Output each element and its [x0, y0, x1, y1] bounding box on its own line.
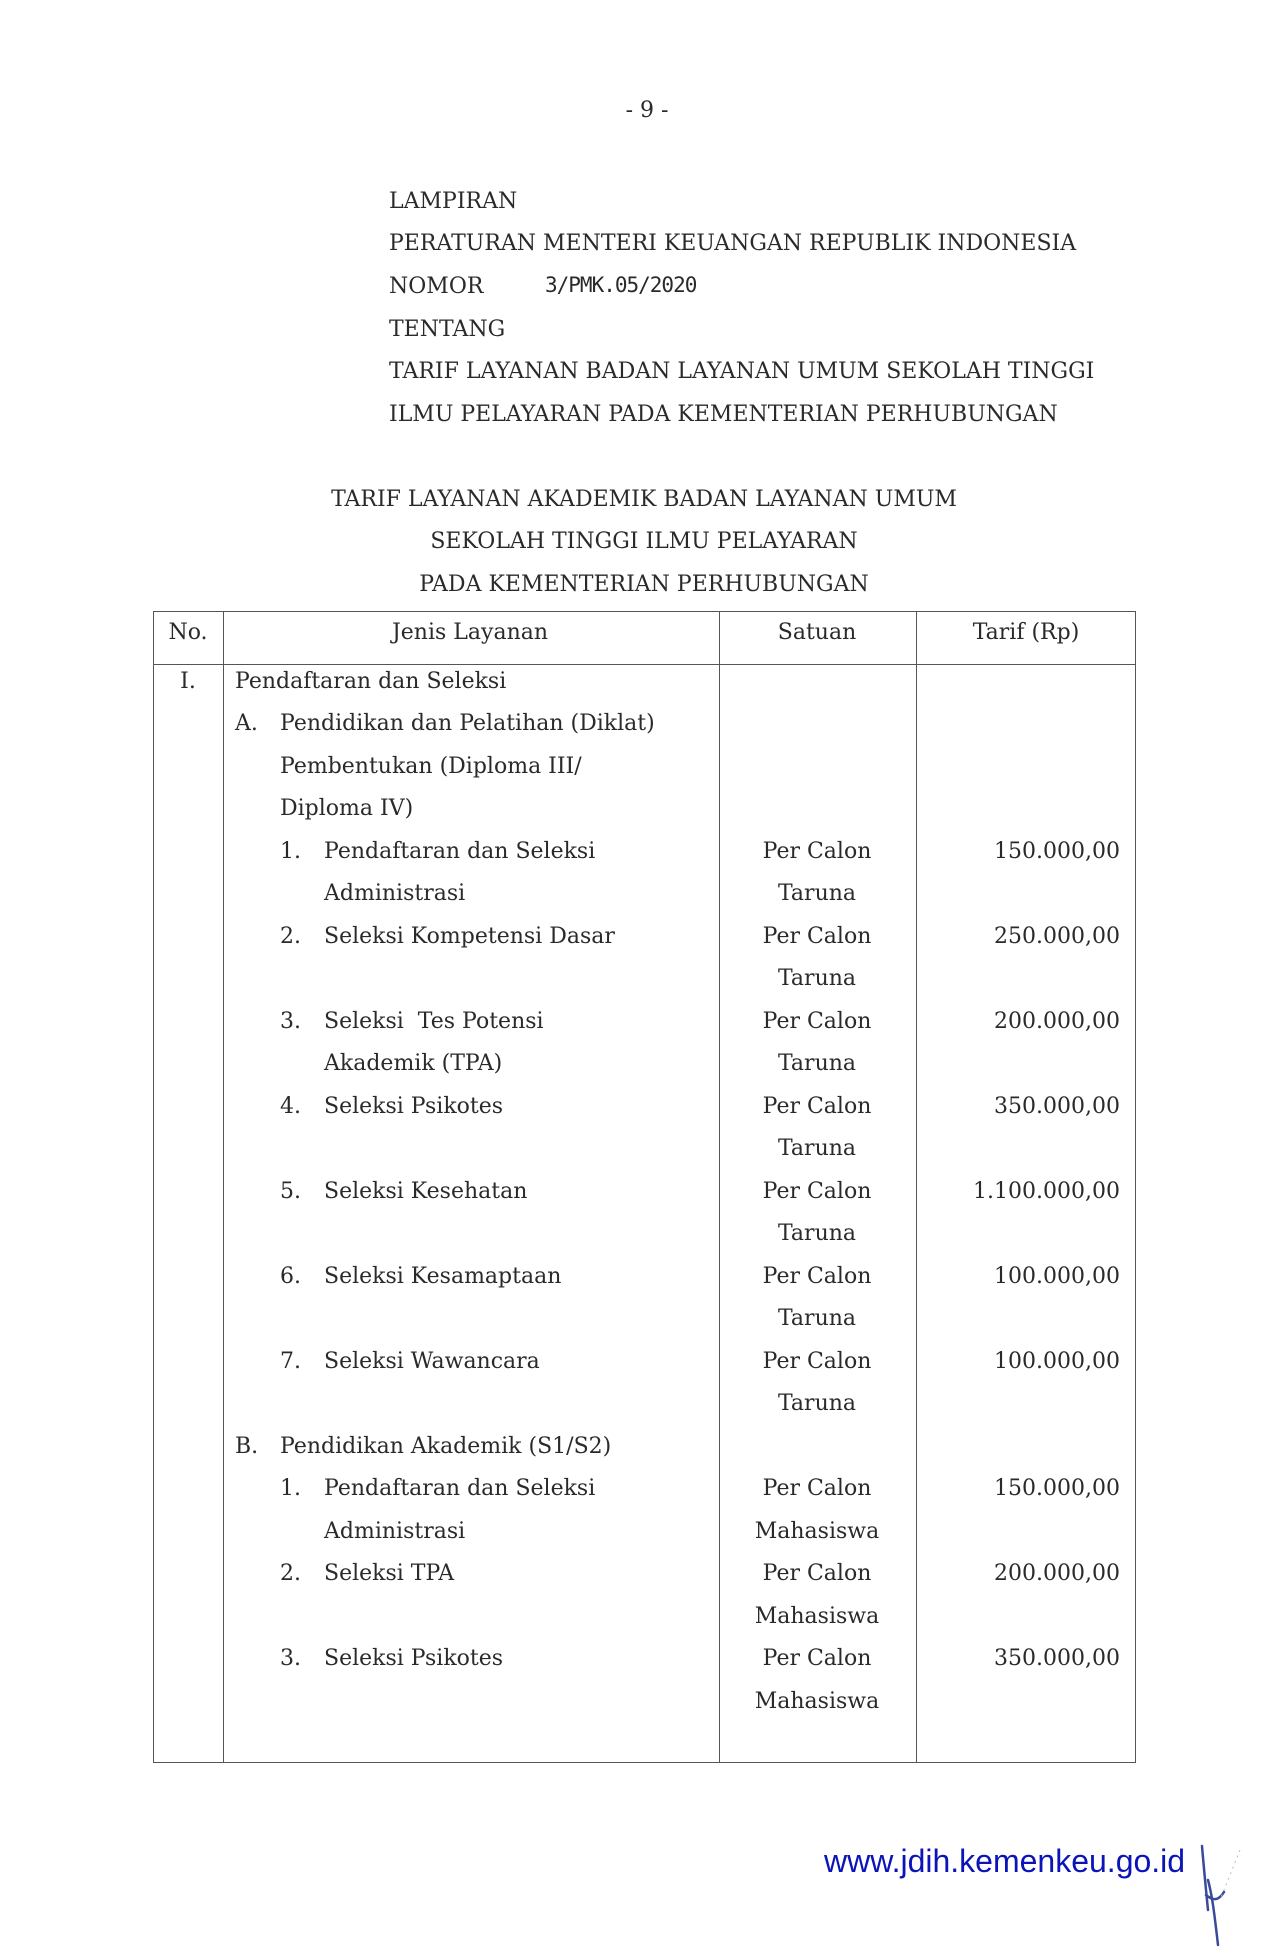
item-label: Seleksi Psikotes	[324, 1646, 504, 1671]
footer-website-link[interactable]: www.jdih.kemenkeu.go.id	[824, 1843, 1186, 1879]
subject-line-1: TARIF LAYANAN BADAN LAYANAN UMUM SEKOLAH TINGGI	[389, 359, 1095, 384]
item-label: Seleksi Kesamaptaan	[324, 1264, 562, 1289]
item-tarif: 200.000,00	[994, 1561, 1120, 1586]
item-label: Pendaftaran dan Seleksi	[324, 1476, 596, 1501]
item-number: 3.	[280, 1009, 301, 1034]
group-b-label: Pendidikan Akademik (S1/S2)	[280, 1434, 612, 1459]
header-satuan: Satuan	[777, 620, 857, 645]
item-number: 7.	[280, 1349, 301, 1374]
regulation-title: PERATURAN MENTERI KEUANGAN REPUBLIK INDONESIA	[389, 231, 1077, 256]
group-a-label: Diploma IV)	[280, 796, 414, 821]
item-unit: Per Calon	[762, 1646, 872, 1671]
group-a-label: Pembentukan (Diploma III/	[280, 754, 582, 779]
item-unit: Mahasiswa	[754, 1519, 880, 1544]
item-number: 1.	[280, 839, 301, 864]
header-jenis-layanan: Jenis Layanan	[391, 620, 549, 645]
item-label: Akademik (TPA)	[324, 1051, 503, 1076]
item-tarif: 150.000,00	[994, 839, 1120, 864]
item-unit: Per Calon	[762, 1349, 872, 1374]
item-label: Seleksi Kompetensi Dasar	[324, 924, 615, 949]
item-label: Seleksi Kesehatan	[324, 1179, 528, 1204]
lampiran-label: LAMPIRAN	[389, 189, 518, 214]
item-tarif: 1.100.000,00	[973, 1179, 1120, 1204]
item-unit: Taruna	[777, 881, 857, 906]
item-label: Seleksi Tes Potensi	[324, 1009, 544, 1034]
table-header-divider	[153, 664, 1136, 665]
item-label: Seleksi TPA	[324, 1561, 455, 1586]
item-unit: Per Calon	[762, 924, 872, 949]
item-label: Administrasi	[324, 881, 466, 906]
page-number: - 9 -	[625, 98, 669, 123]
table-divider-satuan	[916, 611, 917, 1763]
nomor-label: NOMOR	[389, 274, 484, 299]
item-label: Seleksi Wawancara	[324, 1349, 540, 1374]
nomor-value: 3/PMK.05/2020	[545, 273, 697, 297]
item-label: Administrasi	[324, 1519, 466, 1544]
item-label: Pendaftaran dan Seleksi	[324, 839, 596, 864]
item-unit: Taruna	[777, 966, 857, 991]
section-number: I.	[180, 669, 196, 694]
item-number: 2.	[280, 1561, 301, 1586]
title-line-2: SEKOLAH TINGGI ILMU PELAYARAN	[430, 529, 858, 554]
group-b-letter: B.	[235, 1434, 259, 1459]
item-tarif: 350.000,00	[994, 1646, 1120, 1671]
item-tarif: 250.000,00	[994, 924, 1120, 949]
item-unit: Taruna	[777, 1221, 857, 1246]
table-divider-no	[223, 611, 224, 1763]
item-number: 4.	[280, 1094, 301, 1119]
item-unit: Per Calon	[762, 1009, 872, 1034]
group-a-label: Pendidikan dan Pelatihan (Diklat)	[280, 711, 655, 736]
title-line-3: PADA KEMENTERIAN PERHUBUNGAN	[419, 572, 869, 597]
item-label: Seleksi Psikotes	[324, 1094, 504, 1119]
item-tarif: 150.000,00	[994, 1476, 1120, 1501]
table-divider-jenis	[719, 611, 720, 1763]
group-a-letter: A.	[235, 711, 258, 736]
item-unit: Taruna	[777, 1051, 857, 1076]
title-line-1: TARIF LAYANAN AKADEMIK BADAN LAYANAN UMUM	[331, 487, 957, 512]
subject-line-2: ILMU PELAYARAN PADA KEMENTERIAN PERHUBUNGAN	[389, 402, 1058, 427]
item-unit: Per Calon	[762, 839, 872, 864]
item-unit: Per Calon	[762, 1561, 872, 1586]
item-unit: Mahasiswa	[754, 1604, 880, 1629]
item-tarif: 200.000,00	[994, 1009, 1120, 1034]
tentang-label: TENTANG	[389, 317, 506, 342]
item-unit: Per Calon	[762, 1476, 872, 1501]
item-tarif: 100.000,00	[994, 1264, 1120, 1289]
item-unit: Per Calon	[762, 1094, 872, 1119]
item-unit: Mahasiswa	[754, 1689, 880, 1714]
section-label: Pendaftaran dan Seleksi	[235, 669, 507, 694]
item-number: 1.	[280, 1476, 301, 1501]
item-number: 5.	[280, 1179, 301, 1204]
item-unit: Taruna	[777, 1136, 857, 1161]
item-tarif: 100.000,00	[994, 1349, 1120, 1374]
header-tarif: Tarif (Rp)	[972, 620, 1080, 645]
item-number: 6.	[280, 1264, 301, 1289]
item-number: 3.	[280, 1646, 301, 1671]
item-tarif: 350.000,00	[994, 1094, 1120, 1119]
signature-initial-icon	[1190, 1840, 1250, 1950]
item-number: 2.	[280, 924, 301, 949]
item-unit: Per Calon	[762, 1264, 872, 1289]
item-unit: Per Calon	[762, 1179, 872, 1204]
header-no: No.	[168, 620, 208, 645]
item-unit: Taruna	[777, 1306, 857, 1331]
item-unit: Taruna	[777, 1391, 857, 1416]
